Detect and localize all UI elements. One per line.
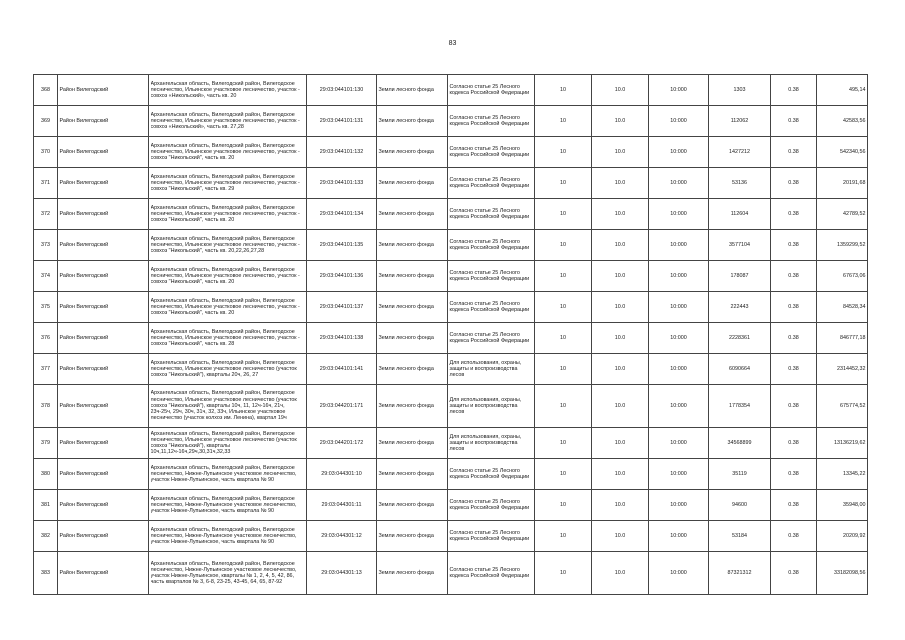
value-1-cell: 10 bbox=[535, 75, 592, 106]
value-3-cell: 10:000 bbox=[649, 552, 709, 595]
rate-cell: 0.38 bbox=[771, 521, 817, 552]
district-cell: Район Вилегодский bbox=[58, 521, 149, 552]
district-cell: Район Вилегодский bbox=[58, 137, 149, 168]
table-row bbox=[34, 323, 868, 354]
district-cell: Район Вилегодский bbox=[58, 199, 149, 230]
table-row bbox=[34, 552, 868, 595]
value-1-cell: 10 bbox=[535, 459, 592, 490]
value-2-cell: 10.0 bbox=[592, 199, 649, 230]
area-cell: 6090664 bbox=[709, 354, 771, 385]
area-cell: 112604 bbox=[709, 199, 771, 230]
row-number: 382 bbox=[34, 521, 58, 552]
cadastral-number-cell: 29:03:044301:12 bbox=[307, 521, 377, 552]
amount-cell: 35948,00 bbox=[817, 490, 868, 521]
address-cell bbox=[149, 521, 307, 552]
amount-cell: 1359299,52 bbox=[817, 230, 868, 261]
address-text: Архангельская область, Вилегодский район, Вилегодское лесничество, Ильинское участковое лесничество, участок - совхоз "Никольский", часть кв. 28 bbox=[150, 328, 300, 348]
land-category-cell: Земли лесного фонда bbox=[377, 168, 448, 199]
value-1-cell: 10 bbox=[535, 261, 592, 292]
address-cell bbox=[149, 354, 307, 385]
amount-cell: 2314452,32 bbox=[817, 354, 868, 385]
rate-cell: 0.38 bbox=[771, 168, 817, 199]
land-category-cell: Земли лесного фонда bbox=[377, 75, 448, 106]
value-3-cell: 10:000 bbox=[649, 521, 709, 552]
address-text: Архангельская область, Вилегодский район, Вилегодское лесничество, Ильинское участковое лесничество, участок - совхоз «Никольский», часть кв. 27,28 bbox=[150, 111, 300, 131]
permitted-use-cell: Согласно статье 25 Лесного кодекса Российской Федерации bbox=[448, 552, 535, 595]
value-1-cell: 10 bbox=[535, 385, 592, 428]
value-3-cell: 10:000 bbox=[649, 261, 709, 292]
area-cell: 3577104 bbox=[709, 230, 771, 261]
cadastral-number-cell: 29:03:044101:135 bbox=[307, 230, 377, 261]
cadastral-number-cell: 29:03:044101:141 bbox=[307, 354, 377, 385]
address-text: Архангельская область, Вилегодский район, Вилегодское лесничество, Нижне-Лупьинское участковое лесничество, участок Нижне-Лупьинское, кварталы № 1, 2, 4, 5, 42, 86, часть кварталов № 3, 6-8, 23-25, 43-45, 64, 65, 87-92 bbox=[150, 560, 297, 586]
address-cell bbox=[149, 428, 307, 459]
row-number: 370 bbox=[34, 137, 58, 168]
cadastral-number-cell: 29:03:044101:134 bbox=[307, 199, 377, 230]
value-1-cell: 10 bbox=[535, 521, 592, 552]
value-1-cell: 10 bbox=[535, 168, 592, 199]
address-cell bbox=[149, 323, 307, 354]
rate-cell: 0.38 bbox=[771, 199, 817, 230]
rate-cell: 0.38 bbox=[771, 230, 817, 261]
rate-cell: 0.38 bbox=[771, 459, 817, 490]
value-2-cell: 10.0 bbox=[592, 75, 649, 106]
table-row bbox=[34, 75, 868, 106]
value-1-cell: 10 bbox=[535, 323, 592, 354]
row-number: 372 bbox=[34, 199, 58, 230]
value-2-cell: 10.0 bbox=[592, 106, 649, 137]
rate-cell: 0.38 bbox=[771, 106, 817, 137]
amount-cell: 20209,92 bbox=[817, 521, 868, 552]
table-row bbox=[34, 137, 868, 168]
address-cell bbox=[149, 292, 307, 323]
district-cell: Район Вилегодский bbox=[58, 385, 149, 428]
row-number: 380 bbox=[34, 459, 58, 490]
value-2-cell: 10.0 bbox=[592, 292, 649, 323]
address-cell bbox=[149, 168, 307, 199]
address-cell bbox=[149, 199, 307, 230]
amount-cell: 42789,52 bbox=[817, 199, 868, 230]
area-cell: 1778354 bbox=[709, 385, 771, 428]
cadastral-number-cell: 29:03:044101:136 bbox=[307, 261, 377, 292]
row-number: 379 bbox=[34, 428, 58, 459]
address-cell bbox=[149, 552, 307, 595]
address-text: Архангельская область, Вилегодский район, Вилегодское лесничество, Ильинское участковое лесничество, участок - совхоз "Никольский", часть кв. 20 bbox=[150, 297, 300, 317]
address-cell bbox=[149, 230, 307, 261]
rate-cell: 0.38 bbox=[771, 292, 817, 323]
value-2-cell: 10.0 bbox=[592, 385, 649, 428]
area-cell: 53184 bbox=[709, 521, 771, 552]
rate-cell: 0.38 bbox=[771, 552, 817, 595]
row-number: 368 bbox=[34, 75, 58, 106]
registry-body bbox=[34, 75, 868, 595]
value-2-cell: 10.0 bbox=[592, 261, 649, 292]
permitted-use-cell: Согласно статье 25 Лесного кодекса Российской Федерации bbox=[448, 459, 535, 490]
address-text: Архангельская область, Вилегодский район, Вилегодское лесничество, Ильинское участковое лесничество (участок совхоз "Никольский"), кварталы 20ч, 26, 27 bbox=[150, 359, 297, 379]
permitted-use-cell: Согласно статье 25 Лесного кодекса Российской Федерации bbox=[448, 521, 535, 552]
district-cell: Район Вилегодский bbox=[58, 552, 149, 595]
address-text: Архангельская область, Вилегодский район, Вилегодское лесничество, Нижне-Лупьинское участковое лесничество, участок Нижне-Лупьинское, часть квартала № 90 bbox=[150, 495, 297, 515]
value-2-cell: 10.0 bbox=[592, 428, 649, 459]
permitted-use-cell: Согласно статье 25 Лесного кодекса Российской Федерации bbox=[448, 168, 535, 199]
address-text: Архангельская область, Вилегодский район, Вилегодское лесничество, Ильинское участковое лесничество, участок - совхоз "Никольский", часть кв. 20 bbox=[150, 266, 300, 286]
land-category-cell: Земли лесного фонда bbox=[377, 521, 448, 552]
area-cell: 112062 bbox=[709, 106, 771, 137]
table-row bbox=[34, 459, 868, 490]
address-text: Архангельская область, Вилегодский район, Вилегодское лесничество, Ильинское участковое лесничество, участок - совхоз "Никольский", часть кв. 29 bbox=[150, 173, 300, 193]
value-2-cell: 10.0 bbox=[592, 459, 649, 490]
address-cell bbox=[149, 459, 307, 490]
land-category-cell: Земли лесного фонда bbox=[377, 323, 448, 354]
value-3-cell: 10:000 bbox=[649, 292, 709, 323]
rate-cell: 0.38 bbox=[771, 354, 817, 385]
value-3-cell: 10:000 bbox=[649, 137, 709, 168]
rate-cell: 0.38 bbox=[771, 75, 817, 106]
value-1-cell: 10 bbox=[535, 354, 592, 385]
value-2-cell: 10.0 bbox=[592, 354, 649, 385]
land-category-cell: Земли лесного фонда bbox=[377, 199, 448, 230]
value-3-cell: 10:000 bbox=[649, 106, 709, 137]
table-row bbox=[34, 106, 868, 137]
value-1-cell: 10 bbox=[535, 137, 592, 168]
table-row bbox=[34, 521, 868, 552]
address-cell bbox=[149, 490, 307, 521]
value-3-cell: 10:000 bbox=[649, 168, 709, 199]
amount-cell: 846777,18 bbox=[817, 323, 868, 354]
permitted-use-cell: Согласно статье 25 Лесного кодекса Российской Федерации bbox=[448, 106, 535, 137]
land-category-cell: Земли лесного фонда bbox=[377, 428, 448, 459]
value-1-cell: 10 bbox=[535, 106, 592, 137]
amount-cell: 13136219,62 bbox=[817, 428, 868, 459]
land-category-cell: Земли лесного фонда bbox=[377, 230, 448, 261]
area-cell: 222443 bbox=[709, 292, 771, 323]
area-cell: 53136 bbox=[709, 168, 771, 199]
permitted-use-cell: Согласно статье 25 Лесного кодекса Российской Федерации bbox=[448, 199, 535, 230]
row-number: 383 bbox=[34, 552, 58, 595]
cadastral-number-cell: 29:03:044101:133 bbox=[307, 168, 377, 199]
rate-cell: 0.38 bbox=[771, 137, 817, 168]
table-row bbox=[34, 199, 868, 230]
permitted-use-cell: Для использования, охраны, защиты и воспроизводства лесов bbox=[448, 385, 535, 428]
district-cell: Район Вилегодский bbox=[58, 323, 149, 354]
land-category-cell: Земли лесного фонда bbox=[377, 552, 448, 595]
cadastral-number-cell: 29:03:044101:137 bbox=[307, 292, 377, 323]
row-number: 375 bbox=[34, 292, 58, 323]
rate-cell: 0.38 bbox=[771, 323, 817, 354]
row-number: 371 bbox=[34, 168, 58, 199]
value-3-cell: 10:000 bbox=[649, 490, 709, 521]
page-number: 83 bbox=[448, 40, 457, 47]
district-cell: Район Вилегодский bbox=[58, 168, 149, 199]
amount-cell: 84528,34 bbox=[817, 292, 868, 323]
district-cell: Район Вилегодский bbox=[58, 230, 149, 261]
area-cell: 1427212 bbox=[709, 137, 771, 168]
table-row bbox=[34, 385, 868, 428]
district-cell: Район Вилегодский bbox=[58, 490, 149, 521]
address-cell bbox=[149, 75, 307, 106]
land-category-cell: Земли лесного фонда bbox=[377, 490, 448, 521]
district-cell: Район Вилегодский bbox=[58, 106, 149, 137]
permitted-use-cell: Согласно статье 25 Лесного кодекса Российской Федерации bbox=[448, 137, 535, 168]
row-number: 381 bbox=[34, 490, 58, 521]
row-number: 369 bbox=[34, 106, 58, 137]
area-cell: 34568899 bbox=[709, 428, 771, 459]
amount-cell: 42583,56 bbox=[817, 106, 868, 137]
amount-cell: 67673,06 bbox=[817, 261, 868, 292]
land-category-cell: Земли лесного фонда bbox=[377, 261, 448, 292]
land-registry-table bbox=[33, 74, 868, 595]
rate-cell: 0.38 bbox=[771, 261, 817, 292]
address-text: Архангельская область, Вилегодский район, Вилегодское лесничество, Нижне-Лупьинское участковое лесничество, участок Нижне-Лупьинское, часть квартала № 90 bbox=[150, 526, 297, 546]
cadastral-number-cell: 29:03:044201:172 bbox=[307, 428, 377, 459]
value-3-cell: 10:000 bbox=[649, 75, 709, 106]
address-cell bbox=[149, 261, 307, 292]
table-row bbox=[34, 292, 868, 323]
cadastral-number-cell: 29:03:044301:13 bbox=[307, 552, 377, 595]
land-category-cell: Земли лесного фонда bbox=[377, 459, 448, 490]
table-row bbox=[34, 354, 868, 385]
permitted-use-cell: Для использования, охраны, защиты и воспроизводства лесов bbox=[448, 354, 535, 385]
table-row bbox=[34, 261, 868, 292]
cadastral-number-cell: 29:03:044101:131 bbox=[307, 106, 377, 137]
address-text: Архангельская область, Вилегодский район, Вилегодское лесничество, Ильинское участковое лесничество, участок - совхоз "Никольский", часть кв. 20,22,26,27,28 bbox=[150, 235, 300, 255]
row-number: 374 bbox=[34, 261, 58, 292]
value-3-cell: 10:000 bbox=[649, 199, 709, 230]
cadastral-number-cell: 29:03:044301:10 bbox=[307, 459, 377, 490]
rate-cell: 0.38 bbox=[771, 385, 817, 428]
land-category-cell: Земли лесного фонда bbox=[377, 385, 448, 428]
value-1-cell: 10 bbox=[535, 199, 592, 230]
district-cell: Район Вилегодский bbox=[58, 354, 149, 385]
district-cell: Район Вилегодский bbox=[58, 261, 149, 292]
cadastral-number-cell: 29:03:044101:130 bbox=[307, 75, 377, 106]
value-3-cell: 10:000 bbox=[649, 230, 709, 261]
land-category-cell: Земли лесного фонда bbox=[377, 137, 448, 168]
amount-cell: 495,14 bbox=[817, 75, 868, 106]
value-1-cell: 10 bbox=[535, 490, 592, 521]
area-cell: 87321312 bbox=[709, 552, 771, 595]
amount-cell: 13345,22 bbox=[817, 459, 868, 490]
amount-cell: 542340,56 bbox=[817, 137, 868, 168]
area-cell: 94600 bbox=[709, 490, 771, 521]
address-text: Архангельская область, Вилегодский район, Вилегодское лесничество, Ильинское участковое лесничество, участок - совхоз «Никольский», часть кв. 20 bbox=[150, 80, 300, 100]
permitted-use-cell: Согласно статье 25 Лесного кодекса Российской Федерации bbox=[448, 490, 535, 521]
value-1-cell: 10 bbox=[535, 230, 592, 261]
permitted-use-cell: Согласно статье 25 Лесного кодекса Российской Федерации bbox=[448, 75, 535, 106]
district-cell: Район Вилегодский bbox=[58, 459, 149, 490]
table-row bbox=[34, 230, 868, 261]
table-row bbox=[34, 168, 868, 199]
area-cell: 178087 bbox=[709, 261, 771, 292]
permitted-use-cell: Согласно статье 25 Лесного кодекса Российской Федерации bbox=[448, 292, 535, 323]
value-2-cell: 10.0 bbox=[592, 323, 649, 354]
amount-cell: 33182098,56 bbox=[817, 552, 868, 595]
amount-cell: 675774,52 bbox=[817, 385, 868, 428]
area-cell: 2228361 bbox=[709, 323, 771, 354]
value-3-cell: 10:000 bbox=[649, 323, 709, 354]
district-cell: Район Вилегодский bbox=[58, 292, 149, 323]
value-2-cell: 10.0 bbox=[592, 552, 649, 595]
cadastral-number-cell: 29:03:044101:132 bbox=[307, 137, 377, 168]
address-cell bbox=[149, 385, 307, 428]
address-text: Архангельская область, Вилегодский район, Вилегодское лесничество, Нижне-Лупьинское участковое лесничество, участок Нижне-Лупьинское, часть квартала № 90 bbox=[150, 464, 297, 484]
land-category-cell: Земли лесного фонда bbox=[377, 106, 448, 137]
area-cell: 1303 bbox=[709, 75, 771, 106]
value-3-cell: 10:000 bbox=[649, 428, 709, 459]
area-cell: 35119 bbox=[709, 459, 771, 490]
district-cell: Район Вилегодский bbox=[58, 75, 149, 106]
permitted-use-cell: Согласно статье 25 Лесного кодекса Российской Федерации bbox=[448, 323, 535, 354]
address-text: Архангельская область, Вилегодский район, Вилегодское лесничество, Ильинское участковое лесничество (участок совхоз "Никольский"), кварталы 10ч, 11, 12ч-16ч, 21ч, 23ч-25ч, 29ч, 30ч, 31ч, 32, 33ч, Ильинское участковое лесничество (участок колхоз им. Ленина), квартал 19ч bbox=[150, 390, 297, 422]
permitted-use-cell: Согласно статье 25 Лесного кодекса Российской Федерации bbox=[448, 261, 535, 292]
value-2-cell: 10.0 bbox=[592, 521, 649, 552]
row-number: 376 bbox=[34, 323, 58, 354]
value-3-cell: 10:000 bbox=[649, 354, 709, 385]
address-cell bbox=[149, 137, 307, 168]
value-1-cell: 10 bbox=[535, 428, 592, 459]
row-number: 378 bbox=[34, 385, 58, 428]
value-2-cell: 10.0 bbox=[592, 230, 649, 261]
value-1-cell: 10 bbox=[535, 292, 592, 323]
address-text: Архангельская область, Вилегодский район, Вилегодское лесничество, Ильинское участковое лесничество (участок совхоз "Никольский"), кварталы 10ч,11,12ч-16ч,29ч,30,31ч,32,33 bbox=[150, 430, 297, 456]
cadastral-number-cell: 29:03:044301:11 bbox=[307, 490, 377, 521]
value-2-cell: 10.0 bbox=[592, 137, 649, 168]
rate-cell: 0.38 bbox=[771, 428, 817, 459]
value-2-cell: 10.0 bbox=[592, 490, 649, 521]
value-3-cell: 10:000 bbox=[649, 385, 709, 428]
table-row bbox=[34, 428, 868, 459]
cadastral-number-cell: 29:03:044201:171 bbox=[307, 385, 377, 428]
rate-cell: 0.38 bbox=[771, 490, 817, 521]
land-category-cell: Земли лесного фонда bbox=[377, 354, 448, 385]
address-text: Архангельская область, Вилегодский район, Вилегодское лесничество, Ильинское участковое лесничество, участок - совхоз "Никольский", часть кв. 20 bbox=[150, 142, 300, 162]
land-category-cell: Земли лесного фонда bbox=[377, 292, 448, 323]
permitted-use-cell: Для использования, охраны, защиты и воспроизводства лесов bbox=[448, 428, 535, 459]
cadastral-number-cell: 29:03:044101:138 bbox=[307, 323, 377, 354]
value-1-cell: 10 bbox=[535, 552, 592, 595]
district-cell: Район Вилегодский bbox=[58, 428, 149, 459]
value-3-cell: 10:000 bbox=[649, 459, 709, 490]
address-cell bbox=[149, 106, 307, 137]
row-number: 377 bbox=[34, 354, 58, 385]
row-number: 373 bbox=[34, 230, 58, 261]
amount-cell: 20191,68 bbox=[817, 168, 868, 199]
table-row bbox=[34, 490, 868, 521]
address-text: Архангельская область, Вилегодский район, Вилегодское лесничество, Ильинское участковое лесничество, участок - совхоз "Никольский", часть кв. 20 bbox=[150, 204, 300, 224]
permitted-use-cell: Согласно статье 25 Лесного кодекса Российской Федерации bbox=[448, 230, 535, 261]
value-2-cell: 10.0 bbox=[592, 168, 649, 199]
